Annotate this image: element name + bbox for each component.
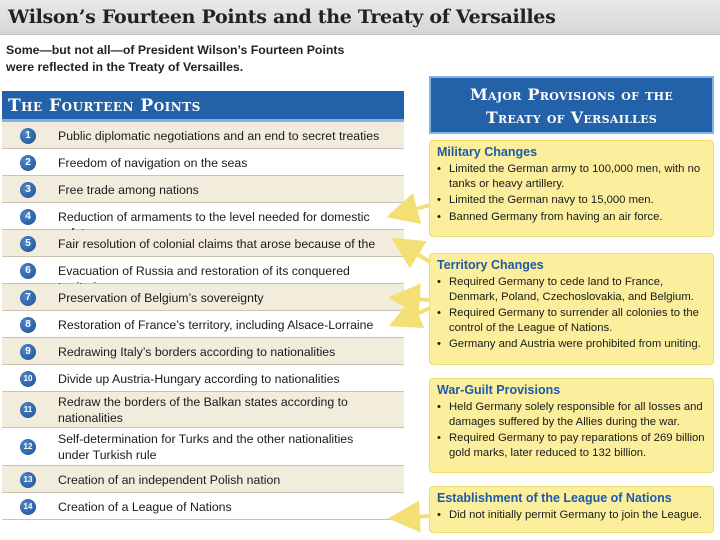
provision-item: • Required Germany to pay reparations of 269 billion gold marks, later reduced to 132 billion. [437,431,706,460]
provision-item: • Held Germany solely responsible for all losses and damages suffered by the Allies during the war. [437,400,706,429]
point-number-badge: 5 [20,236,36,252]
point-text: Evacuation of Russia and restoration of its conquered [58,263,350,278]
point-number-badge: 8 [20,317,36,333]
point-number-badge: 2 [20,155,36,171]
point-text: Freedom of navigation on the seas [58,155,248,170]
point-text: Creation of a League of Nations [58,499,232,514]
provision-item: • Did not initially permit Germany to join the League. [437,508,706,523]
point-number-badge: 11 [20,402,36,418]
provision-title: War-Guilt Provisions [437,383,561,397]
provision-title: Military Changes [437,145,538,159]
point-number-badge: 14 [20,499,36,515]
arrow-point-4-military [394,205,430,215]
point-text: Preservation of Belgium’s sovereignty [58,290,264,305]
point-number-badge: 1 [20,128,36,144]
point-number-badge: 7 [20,290,36,306]
provision-item: • Required Germany to surrender all colonies to the control of the League of Nations. [437,306,706,335]
point-text: Restoration of France’s territory, including Alsace-Lorraine [58,317,374,332]
point-text: Reduction of armaments to the level needed for domestic [58,209,370,224]
point-text: Free trade among nations [58,182,199,197]
point-number-badge: 6 [20,263,36,279]
point-text: Creation of an independent Polish nation [58,472,281,487]
intro-text: Some—but not all—of President Wilson’s Fourteen Points were reflected in the Treaty of Versailles. [6,43,345,74]
arrow-point-5-territory [398,242,430,262]
fourteen-points-header-label: The Fourteen Points [8,96,201,116]
provision-item: • Germany and Austria were prohibited from uniting. [437,337,706,352]
provision-item: • Limited the German army to 100,000 men, with no tanks or heavy artillery. [437,162,706,191]
treaty-header-line-2: Treaty of Versailles [485,108,658,127]
provision-title: Territory Changes [437,258,544,272]
point-text: Redraw the borders of the Balkan states according to nationalities [58,395,348,425]
page-title: Wilson’s Fourteen Points and the Treaty of Versailles [8,6,556,28]
point-text: Public diplomatic negotiations and an end to secret treaties [58,128,380,143]
point-number-badge: 9 [20,344,36,360]
arrow-point-8-territory [396,308,430,323]
point-number-badge: 3 [20,182,36,198]
provision-item: • Required Germany to cede land to France, Denmark, Poland, Czechoslovakia, and Belgium. [437,275,706,304]
arrow-point-14-league [396,516,430,518]
provision-title: Establishment of the League of Nations [437,491,672,505]
point-number-badge: 13 [20,472,36,488]
point-text: Redrawing Italy’s borders according to nationalities [58,344,336,359]
treaty-header-line-1: Major Provisions of the [469,85,674,104]
point-text: Fair resolution of colonial claims that arose because of the [58,236,376,251]
arrow-point-7-territory [396,298,430,300]
point-number-badge: 12 [20,439,36,455]
point-number-badge: 10 [20,371,36,387]
point-text: Divide up Austria-Hungary according to nationalities [58,371,340,386]
point-number-badge: 4 [20,209,36,225]
provision-item: • Banned Germany from having an air force. [437,210,706,225]
point-text: Self-determination for Turks and the other nationalities under Turkish rule [58,432,354,462]
provision-item: • Limited the German navy to 15,000 men. [437,193,706,208]
